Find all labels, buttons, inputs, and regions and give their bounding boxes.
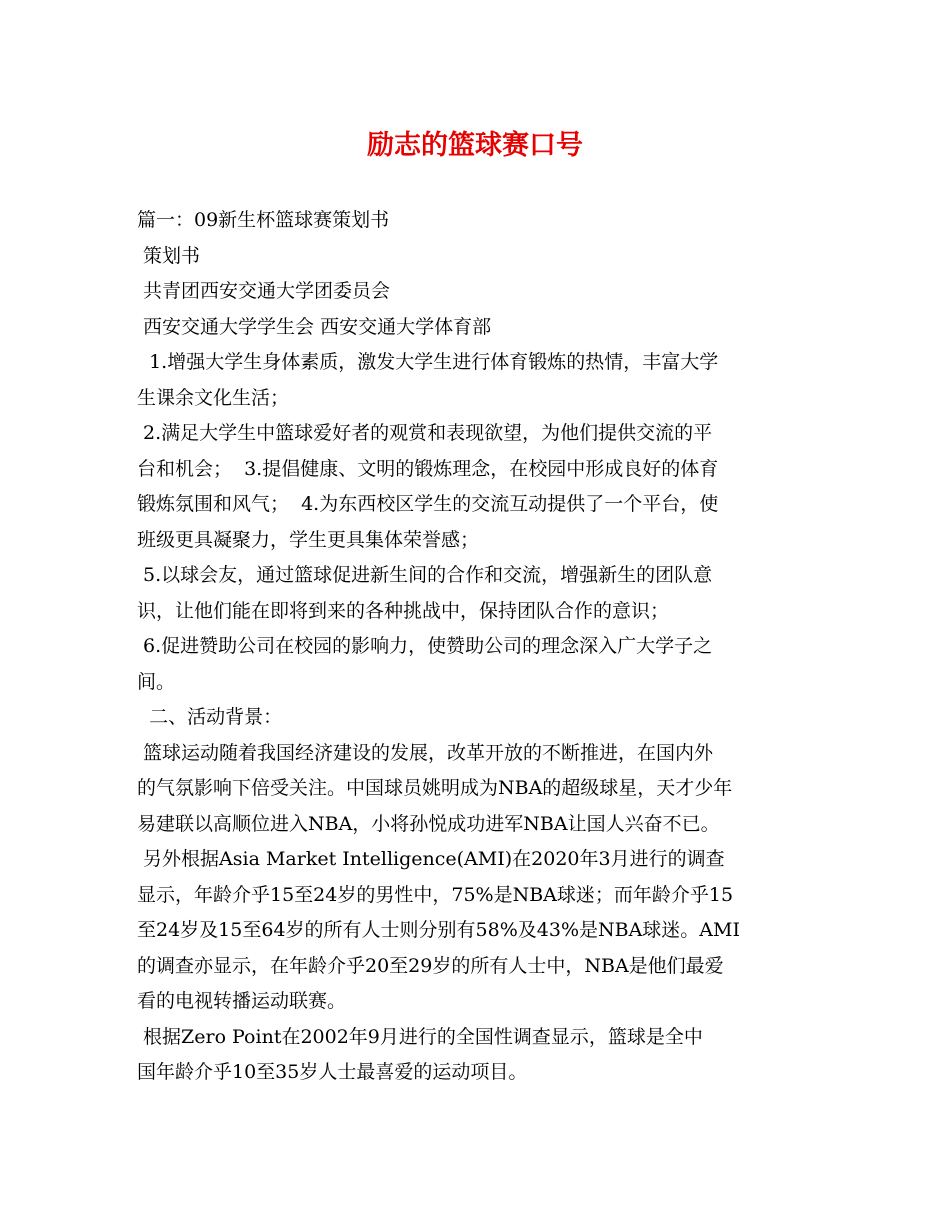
text-line: 锻炼氛围和风气； 4.为东西校区学生的交流互动提供了一个平台，使 (137, 493, 719, 515)
text-line: 5.以球会友，通过篮球促进新生间的合作和交流，增强新生的团队意 (137, 564, 713, 586)
text-line: 另外根据Asia Market Intelligence(AMI)在2020年3月进行的调查 (137, 848, 725, 870)
text-line: 识，让他们能在即将到来的各种挑战中，保持团队合作的意识； (137, 599, 670, 622)
text-line: 6.促进赞助公司在校园的影响力，使赞助公司的理念深入广大学子之 (137, 635, 713, 657)
text-line: 西安交通大学学生会 西安交通大学体育部 (137, 315, 492, 338)
text-line: 篇一：09新生杯篮球赛策划书 (137, 209, 390, 231)
text-line: 间。 (137, 670, 176, 693)
text-line: 国年龄介乎10至35岁人士最喜爱的运动项目。 (137, 1061, 528, 1083)
text-line: 篮球运动随着我国经济建设的发展，改革开放的不断推进，在国内外 (137, 741, 714, 764)
text-line: 显示，年龄介乎15至24岁的男性中，75%是NBA球迷；而年龄介乎15 (137, 883, 734, 906)
text-line: 的调查亦显示，在年龄介乎20至29岁的所有人士中，NBA是他们最爱 (137, 954, 724, 977)
text-line: 根据Zero Point在2002年9月进行的全国性调查显示，篮球是全中 (137, 1025, 703, 1048)
text-line: 易建联以高顺位进入NBA，小将孙悦成功进军NBA让国人兴奋不已。 (137, 812, 720, 835)
text-line: 的气氛影响下倍受关注。中国球员姚明成为NBA的超级球星，天才少年 (137, 777, 733, 799)
text-line: 1.增强大学生身体素质，激发大学生进行体育锻炼的热情，丰富大学 (137, 351, 719, 373)
text-line: 至24岁及15至64岁的所有人士则分别有58%及43%是NBA球迷。AMI (137, 919, 740, 941)
text-line: 看的电视转播运动联赛。 (137, 990, 347, 1012)
text-line: 班级更具凝聚力，学生更具集体荣誉感； (137, 528, 480, 551)
document-body (137, 203, 817, 1091)
document-title: 励志的篮球赛口号 (367, 130, 583, 161)
text-line: 策划书 (137, 244, 201, 267)
text-line: 2.满足大学生中篮球爱好者的观赏和表现欲望，为他们提供交流的平 (137, 422, 713, 444)
text-line: 台和机会； 3.提倡健康、文明的锻炼理念，在校园中形成良好的体育 (137, 457, 719, 480)
text-line: 共青团西安交通大学团委员会 (137, 280, 391, 302)
text-line: 二、活动背景： (137, 706, 283, 728)
text-line: 生课余文化生活； (137, 386, 290, 409)
